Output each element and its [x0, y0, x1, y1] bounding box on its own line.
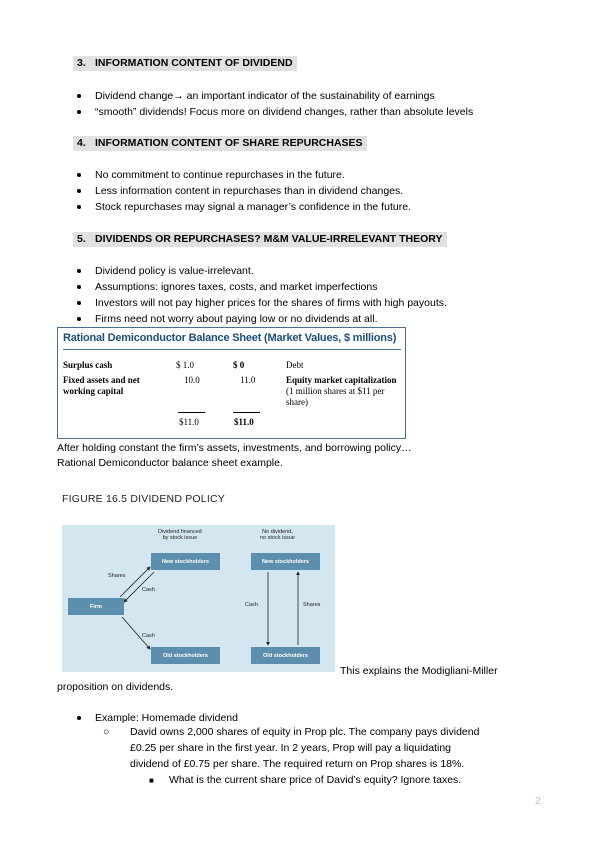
- bullet-icon: [77, 716, 81, 720]
- list-item: Dividend policy is value-irrelevant.: [77, 263, 447, 279]
- bullet-icon: [77, 205, 81, 209]
- list-item: Less information content in repurchases than in dividend changes.: [77, 183, 411, 199]
- section-number: 3.: [77, 57, 86, 69]
- cash-old-label: Cash: [142, 633, 155, 639]
- row2-right-b: (1 million shares at $11 per: [286, 386, 385, 396]
- section-number: 4.: [77, 137, 86, 149]
- row2-label-b: working capital: [63, 386, 124, 396]
- balance-sheet-title: Rational Demiconductor Balance Sheet (Market Values, $ millions): [63, 332, 397, 344]
- page-number: 2: [535, 796, 541, 807]
- title-rule: [63, 349, 401, 350]
- section-5-bullets: [77, 263, 447, 327]
- section-title: INFORMATION CONTENT OF DIVIDEND: [95, 57, 293, 69]
- row2-value-2: 11.0: [240, 375, 256, 385]
- list-item: Dividend change→ an important indicator of the sustainability of earnings: [77, 88, 473, 104]
- section-4-heading: [73, 136, 367, 151]
- list-item: No commitment to continue repurchases in the future.: [77, 167, 411, 183]
- firm-box: Firm: [68, 598, 124, 615]
- example-line-2: £0.25 per share in the first year. In 2 years, Prop will pay a liquidating: [130, 742, 452, 754]
- cash-right-label: Cash: [245, 602, 258, 608]
- row1-value-2: $ 0: [233, 360, 245, 370]
- list-item: Firms need not worry about paying low or no dividends at all.: [77, 311, 447, 327]
- new-stockholders-box-right: New stockholders: [251, 553, 320, 570]
- section-title: INFORMATION CONTENT OF SHARE REPURCHASES: [95, 137, 363, 149]
- cash-label: Cash: [142, 587, 155, 593]
- list-item: Stock repurchases may signal a manager’s confidence in the future.: [77, 199, 411, 215]
- row2-value-1: 10.0: [184, 375, 200, 385]
- section-3-heading: [73, 56, 297, 71]
- explains-text: This explains the Modigliani-Miller: [340, 665, 498, 677]
- after-text-2: Rational Demiconductor balance sheet example.: [57, 457, 283, 469]
- example-bullets: [77, 710, 238, 726]
- dividend-policy-diagram: [62, 525, 335, 672]
- list-item: Example: Homemade dividend: [77, 710, 238, 726]
- sub-bullet-icon: ○: [103, 726, 110, 738]
- example-line-3: dividend of £0.75 per share. The required return on Prop shares is 18%.: [130, 758, 465, 770]
- bullet-icon: [77, 285, 81, 289]
- section-4-bullets: [77, 167, 411, 215]
- figure-label: FIGURE 16.5 DIVIDEND POLICY: [62, 493, 225, 505]
- total-rule-2: [233, 412, 260, 413]
- new-stockholders-box-left: New stockholders: [151, 553, 220, 570]
- row1-value-1: $ 1.0: [176, 360, 194, 370]
- section-number: 5.: [77, 233, 86, 245]
- row1-right-label: Debt: [286, 360, 304, 370]
- left-header: Dividend financed by stock issue: [158, 529, 202, 541]
- after-text-1: After holding constant the firm’s assets, investments, and borrowing policy…: [57, 442, 412, 454]
- section-title: DIVIDENDS OR REPURCHASES? M&M VALUE-IRRELEVANT THEORY: [95, 233, 443, 245]
- bullet-icon: [77, 269, 81, 273]
- total-value-1: $11.0: [179, 417, 199, 427]
- shares-right-label: Shares: [303, 602, 321, 608]
- total-rule-1: [178, 412, 205, 413]
- list-item: Assumptions: ignores taxes, costs, and market imperfections: [77, 279, 447, 295]
- row2-right-a: Equity market capitalization: [286, 375, 397, 385]
- list-item: Investors will not pay higher prices for the shares of firms with high payouts.: [77, 295, 447, 311]
- old-stockholders-box-left: Old stockholders: [151, 647, 220, 664]
- bullet-icon: [77, 110, 81, 114]
- question-text: What is the current share price of David’s equity? Ignore taxes.: [169, 774, 462, 786]
- bullet-icon: [77, 94, 81, 98]
- balance-sheet-figure: [57, 327, 406, 439]
- bullet-icon: [77, 189, 81, 193]
- example-line-1: David owns 2,000 shares of equity in Prop plc. The company pays dividend: [130, 726, 480, 738]
- explains-text-cont: proposition on dividends.: [57, 681, 174, 693]
- list-item: “smooth” dividends! Focus more on dividend changes, rather than absolute levels: [77, 104, 473, 120]
- row1-label: Surplus cash: [63, 360, 113, 370]
- bullet-icon: [77, 173, 81, 177]
- section-5-heading: [73, 232, 447, 247]
- shares-label: Shares: [108, 573, 126, 579]
- total-value-2: $11.0: [234, 417, 254, 427]
- right-header: No dividend, no stock issue: [260, 529, 295, 541]
- old-stockholders-box-right: Old stockholders: [251, 647, 320, 664]
- section-3-bullets: [77, 88, 473, 120]
- square-bullet-icon: ■: [149, 776, 154, 785]
- row2-right-c: share): [286, 397, 308, 407]
- row2-label-a: Fixed assets and net: [63, 375, 140, 385]
- bullet-icon: [77, 317, 81, 321]
- bullet-icon: [77, 301, 81, 305]
